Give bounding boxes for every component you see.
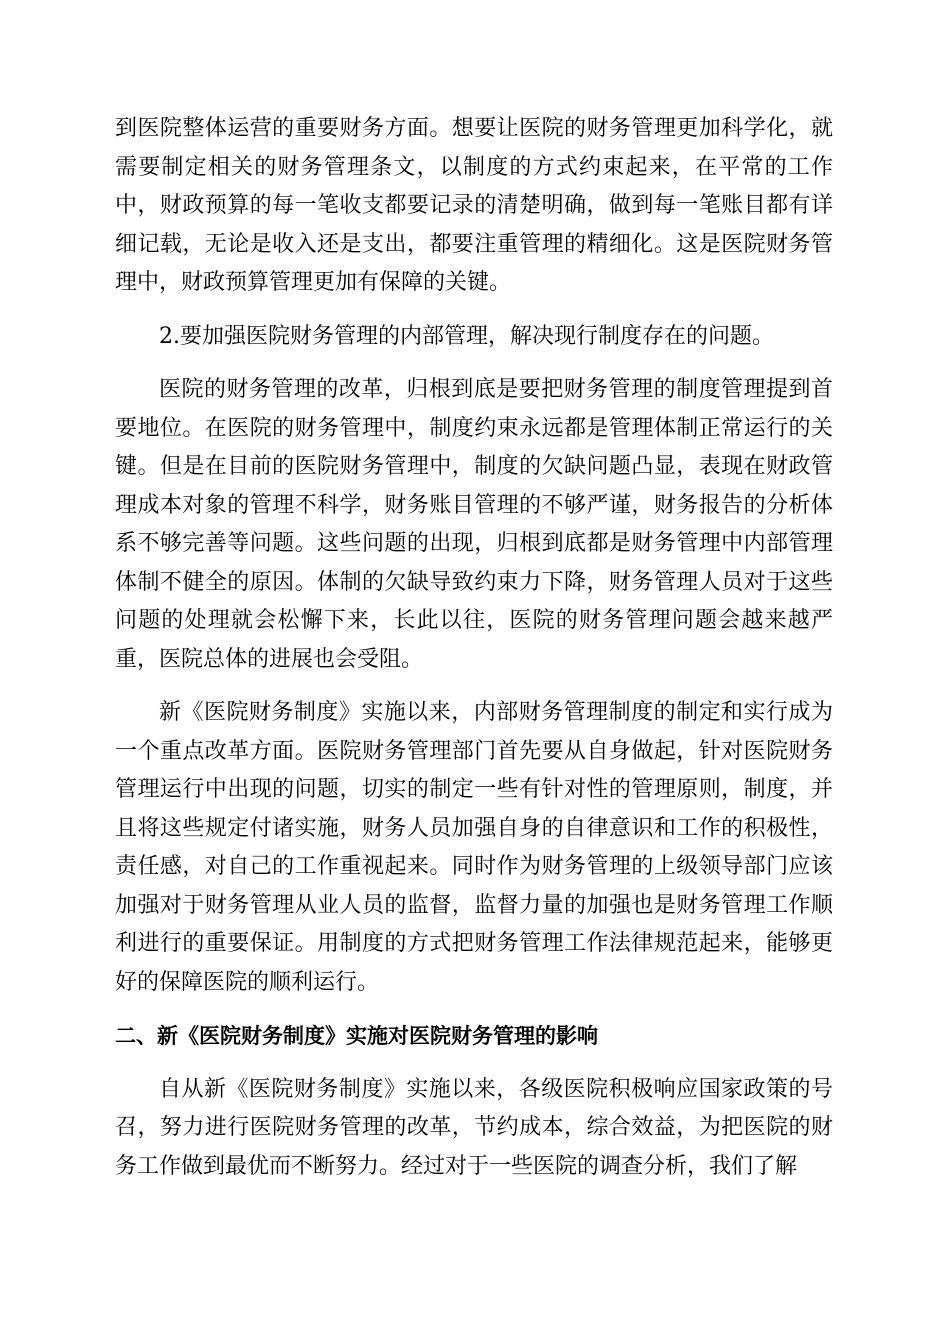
section-heading: 二、新《医院财务制度》实施对医院财务管理的影响	[115, 1024, 598, 1048]
paragraph-item-2: 2.要加强医院财务管理的内部管理，解决现行制度存在的问题。	[159, 323, 774, 349]
paragraph-new-system: 新《医院财务制度》实施以来，内部财务管理制度的制定和实行成为一个重点改革方面。医院财务管理部门首先要从自身做起，针对医院财务管理运行中出现的问题，切实的制定一些有针对性的管理原则，制度，并且将这些规定付诸实施，财务人员加强自身的自律意识和工作的积极性，责任感，对自己的工作重视起来。同时作为财务管理的上级领导部门应该加强对于财务管理从业人员的监督，监督力量的加强也是财务管理工作顺利进行的重要保证。用制度的方式把财务管理工作法律规范起来，能够更好的保障医院的顺利运行。	[115, 700, 833, 995]
paragraph-final: 自从新《医院财务制度》实施以来，各级医院积极响应国家政策的号召，努力进行医院财务管理的改革，节约成本，综合效益，为把医院的财务工作做到最优而不断努力。经过对于一些医院的调查分析，我们了解	[115, 1076, 833, 1179]
paragraph-continuation: 到医院整体运营的重要财务方面。想要让医院的财务管理更加科学化，就需要制定相关的财务管理条文，以制度的方式约束起来，在平常的工作中，财政预算的每一笔收支都要记录的清楚明确，做到每一笔账目都有详细记载，无论是收入还是支出，都要注重管理的精细化。这是医院财务管理中，财政预算管理更加有保障的关键。	[115, 116, 833, 295]
document-page	[115, 110, 833, 1201]
paragraph-reform: 医院的财务管理的改革，归根到底是要把财务管理的制度管理提到首要地位。在医院的财务管理中，制度约束永远都是管理体制正常运行的关键。但是在目前的医院财务管理中，制度的欠缺问题凸显，表现在财政管理成本对象的管理不科学，财务账目管理的不够严谨，财务报告的分析体系不够完善等问题。这些问题的出现，归根到底都是财务管理中内部管理体制不健全的原因。体制的欠缺导致约束力下降，财务管理人员对于这些问题的处理就会松懈下来，长此以往，医院的财务管理问题会越来越严重，医院总体的进展也会受阻。	[115, 377, 833, 672]
